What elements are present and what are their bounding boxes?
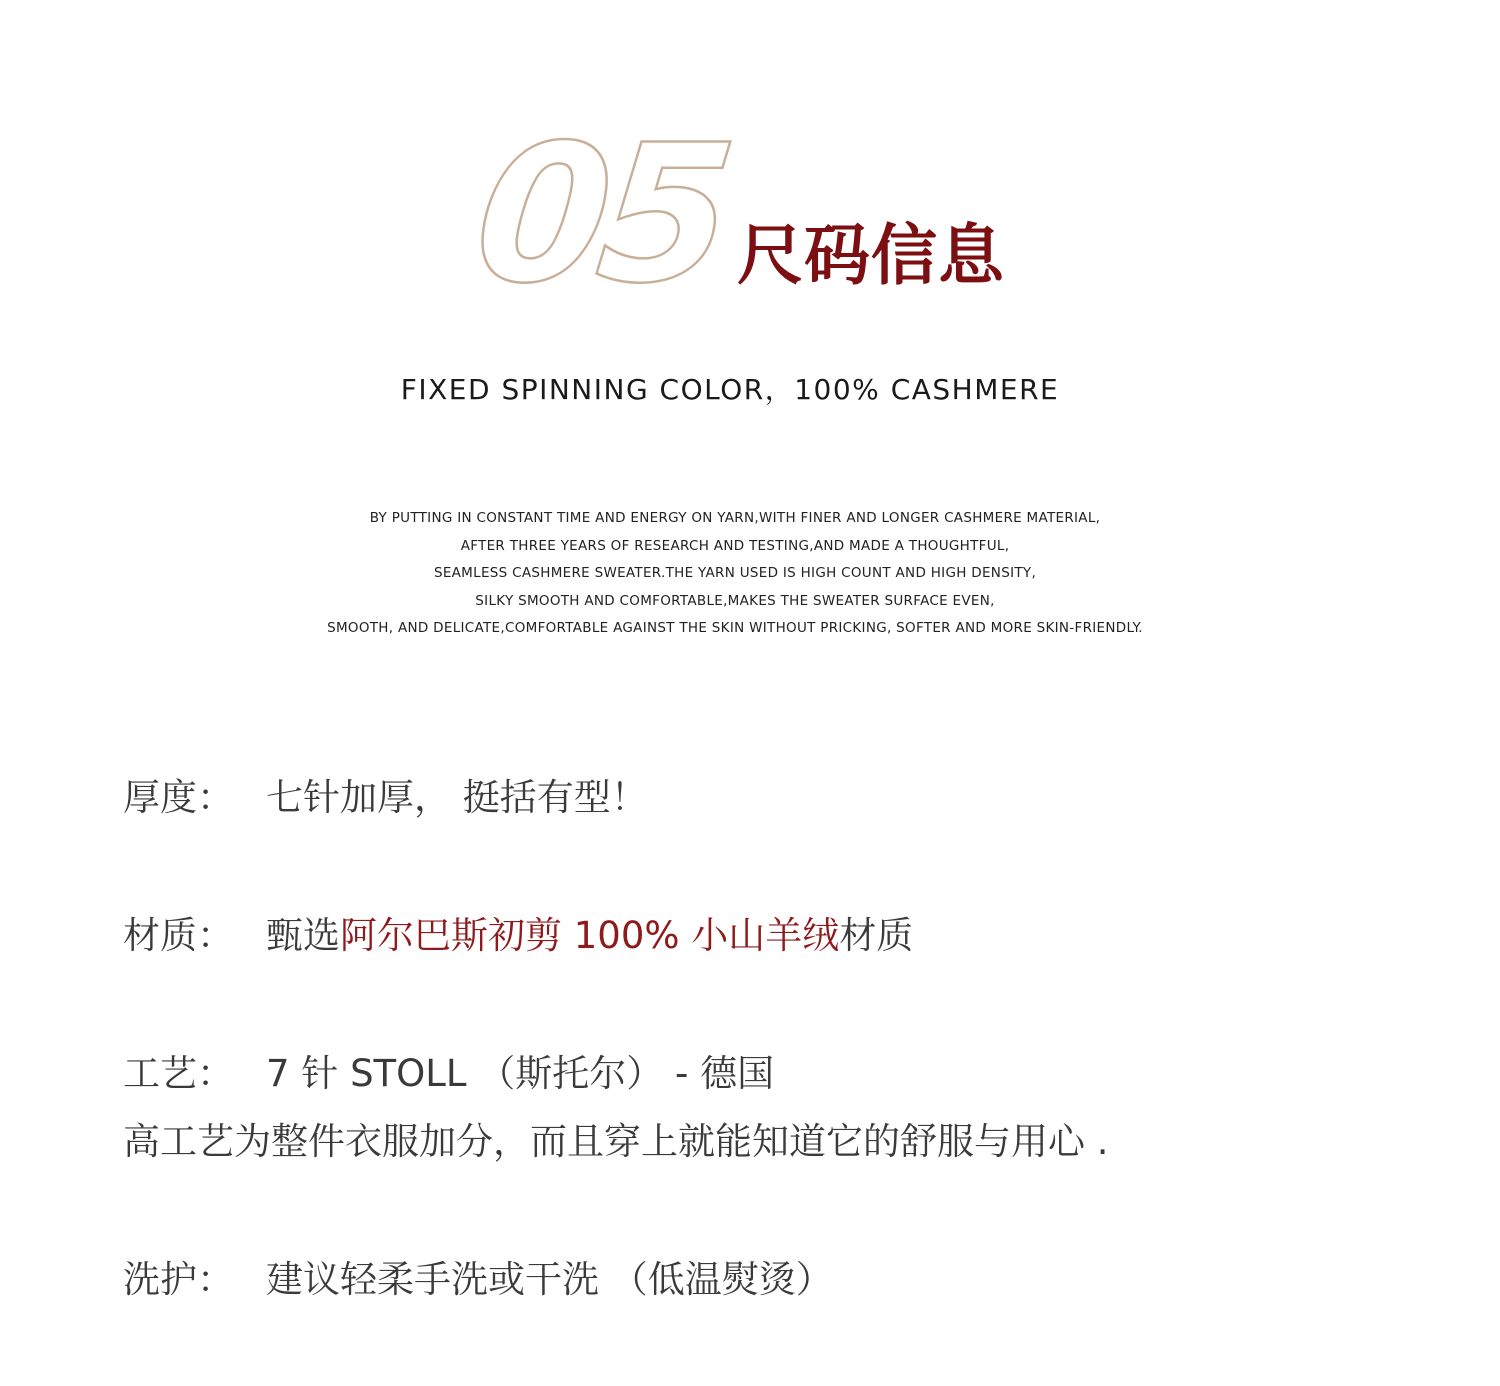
spec-label: 材质： [123,914,234,957]
spec-value: 建议轻柔手洗或干洗 （低温熨烫） [266,1258,833,1301]
spec-material [123,906,913,966]
description-line: AFTER THREE YEARS OF RESEARCH AND TESTING,AND MADE A THOUGHTFUL, [460,537,1010,554]
description-line: SMOOTH, AND DELICATE,COMFORTABLE AGAINST THE SKIN WITHOUT PRICKING, SOFTER AND MORE SKIN-FRIENDLY. [327,620,1143,636]
section-title: 尺码信息 [737,217,1005,294]
spec-label: 工艺： [123,1052,234,1095]
spec-value-prefix: 甄选 [266,914,340,957]
spec-craft [123,1044,774,1104]
spec-value: 七针加厚， 挺括有型！ [266,776,648,819]
spec-label: 厚度： [123,776,234,819]
description-block [0,505,1470,643]
spec-thickness [123,768,648,828]
spec-label: 洗护： [123,1258,234,1301]
section-header [0,104,1500,325]
subtitle: FIXED SPINNING COLOR，100% CASHMERE [400,373,1060,406]
spec-value-suffix: 材质 [839,914,914,957]
description-line: SILKY SMOOTH AND COMFORTABLE,MAKES THE SWEATER SURFACE EVEN, [475,592,995,609]
spec-craft-note: 高工艺为整件衣服加分，而且穿上就能知道它的舒服与用心 . [123,1120,1109,1163]
description-line: BY PUTTING IN CONSTANT TIME AND ENERGY ON YARN,WITH FINER AND LONGER CASHMERE MATERIAL, [369,510,1101,526]
spec-value-highlight: 阿尔巴斯初剪 100% 小山羊绒 [340,914,840,957]
spec-value: 7 针 STOLL （斯托尔） - 德国 [266,1052,775,1095]
section-number: 05 [466,104,735,325]
spec-care [123,1250,833,1310]
description-line: SEAMLESS CASHMERE SWEATER.THE YARN USED IS HIGH COUNT AND HIGH DENSITY, [433,565,1037,581]
